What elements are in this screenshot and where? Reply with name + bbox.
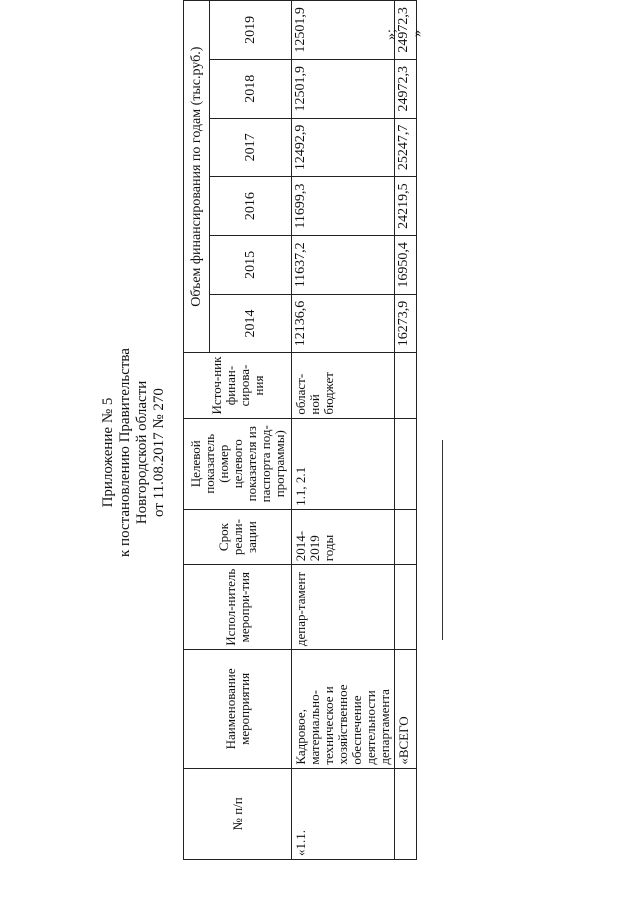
total-value-2018: 24972,3 (395, 59, 417, 118)
table-row (395, 1, 417, 860)
total-number (395, 768, 417, 859)
financing-table (183, 0, 417, 860)
total-label: «ВСЕГО (395, 650, 417, 769)
table-row (292, 1, 395, 860)
appendix-number: Приложение № 5 (100, 397, 116, 508)
year-2014: 2014 (210, 294, 292, 353)
total-value-2019: 24972,3 (395, 1, 417, 60)
row-value-2016: 11699,3 (292, 177, 395, 236)
row-target: 1.1, 2.1 (292, 418, 395, 509)
header-source: Источ-ник финан-сирова-ния (184, 353, 292, 418)
closing-quote-semicolon: »; (384, 29, 399, 40)
date-line: от 11.08.2017 № 270 (151, 388, 167, 517)
total-value-2015: 16950,4 (395, 235, 417, 294)
row-term: 2014-2019 годы (292, 509, 395, 564)
row-value-2018: 12501,9 (292, 59, 395, 118)
total-target (395, 418, 417, 509)
signature-line (442, 440, 443, 640)
total-value-2017: 25247,7 (395, 118, 417, 177)
header-volume: Объем финансирования по годам (тыс.руб.) (184, 1, 210, 353)
total-source (395, 353, 417, 418)
total-value-2016: 24219,5 (395, 177, 417, 236)
row-source: област-ной бюджет (292, 353, 395, 418)
total-term (395, 509, 417, 564)
header-name: Наименование мероприятия (184, 650, 292, 769)
row-name: Кадровое, материально-техническое и хозяйственное обеспечение деятельности департамента (292, 650, 395, 769)
year-2017: 2017 (210, 118, 292, 177)
resolution-line: к постановлению Правительства (117, 348, 133, 557)
year-2015: 2015 (210, 235, 292, 294)
total-value-2014: 16273,9 (395, 294, 417, 353)
total-executor (395, 565, 417, 650)
row-executor: депар-тамент (292, 565, 395, 650)
row-value-2017: 12492,9 (292, 118, 395, 177)
header-term: Срок реали-зации (184, 509, 292, 564)
closing-quote: » (410, 30, 425, 37)
header-target: Целевой показатель (номер целевого показателя из паспорта под-программы) (184, 418, 292, 509)
region-line: Новгородской области (134, 380, 150, 525)
header-executor: Испол-нитель меропри-тия (184, 565, 292, 650)
row-value-2019: 12501,9 (292, 1, 395, 60)
row-value-2014: 12136,6 (292, 294, 395, 353)
header-number: № п/п (184, 768, 292, 859)
year-2018: 2018 (210, 59, 292, 118)
row-value-2015: 11637,2 (292, 235, 395, 294)
row-number: «1.1. (292, 768, 395, 859)
year-2019: 2019 (210, 1, 292, 60)
year-2016: 2016 (210, 177, 292, 236)
